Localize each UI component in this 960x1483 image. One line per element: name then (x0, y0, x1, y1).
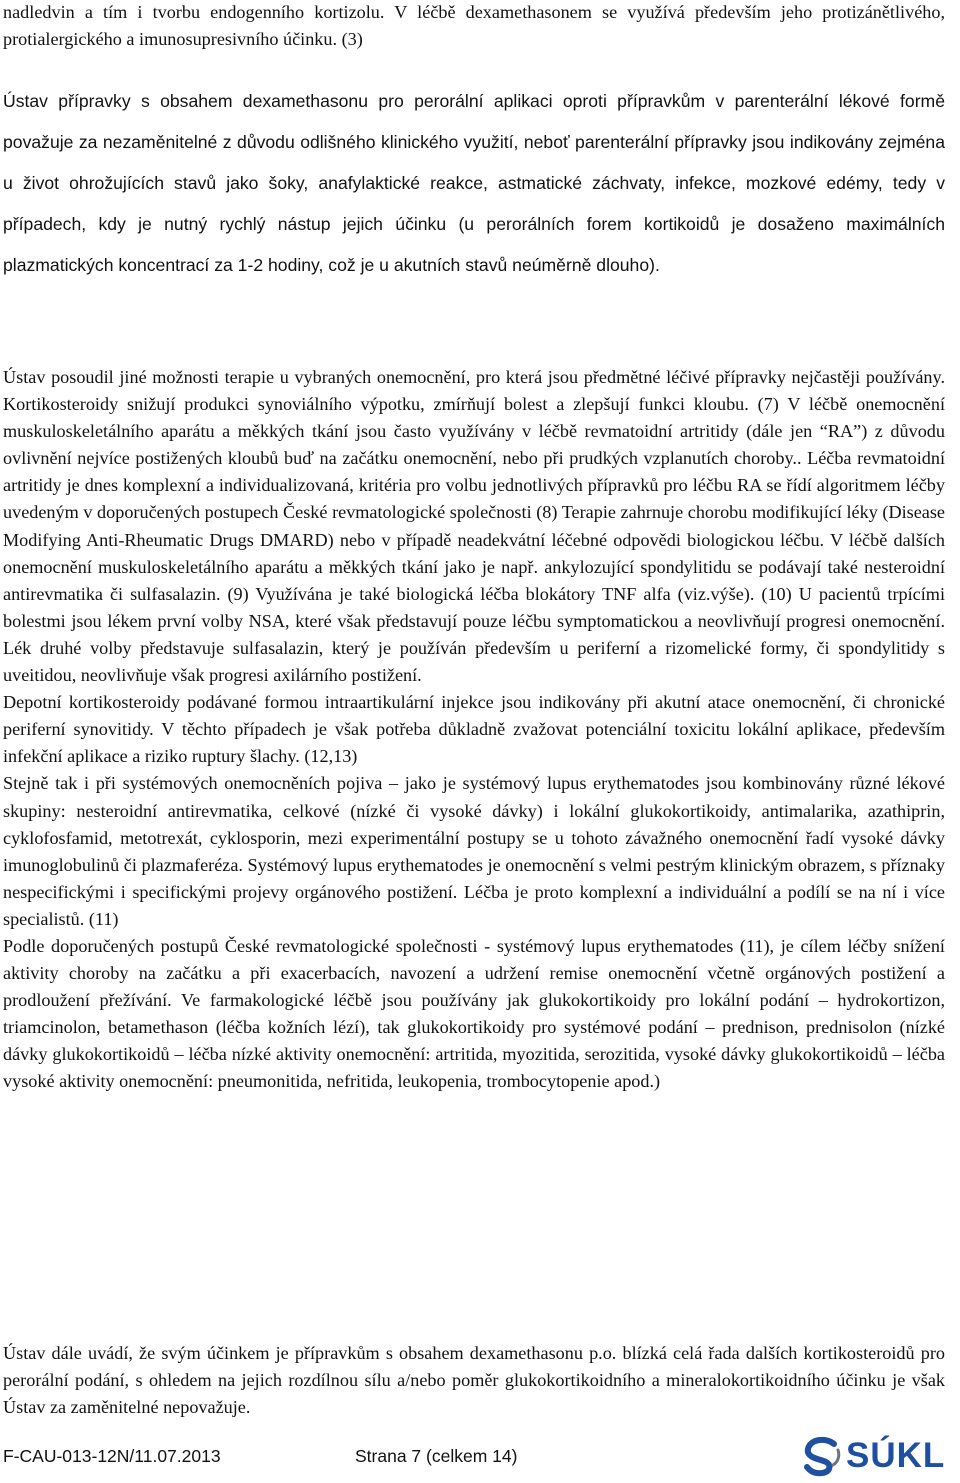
paragraph-alternative-therapies: Ústav posoudil jiné možnosti terapie u vybraných onemocnění, pro která jsou předmětné léčivé přípravky nejčastěji používány. Kortikosteroidy snižují produkci synoviálního výpotku, zmírňují bolest a zlepšují funkci kloubu. (7) V léčbě onemocnění muskuloskeletálního aparátu a měkkých tkání jsou často využívány v léčbě revmatoidní artritidy (dále jen “RA”) z důvodu ovlivnění nejvíce postižených kloubů buď na začátku onemocnění, nebo při prudkých vzplanutích choroby.. Léčba revmatoidní artritidy je dnes komplexní a individualizovaná, kritéria pro volbu jednotlivých přípravků pro léčbu RA se řídí algoritmem léčby uvedeným v doporučených postupech České revmatologické společnosti (8) Terapie zahrnuje chorobu modifikující léky (Disease Modifying Anti-Rheumatic Drugs DMARD) nebo v případě neadekvátní léčebné odpovědi biologickou léčbu. V léčbě dalších onemocnění muskuloskeletálního aparátu a měkkých tkání jako je např. ankylozující spondylitidu se podávají také nesteroidní antirevmatika či sulfasalazin. (9) Využívána je také biologická léčba blokátory TNF alfa (viz.výše). (10) U pacientů trpícími bolestmi jsou lékem první volby NSA, které však představují pouze léčbu symptomatickou a neovlivňují progresi onemocnění. Lék druhé volby představuje sulfasalazin, který je používán především u periferní a rizomelické formy, či spondylitidy s uveitidou, neovlivňuje však progresi axilárního postižení. (3, 367, 945, 686)
document-code: F-CAU-013-12N/11.07.2013 (3, 1446, 221, 1466)
paragraph-intro: nadledvin a tím i tvorbu endogenního kortizolu. V léčbě dexamethasonem se využívá především jeho protizánětlivého, protialergického a imunosupresivního účinku. (3) (3, 2, 945, 50)
page-footer (0, 1436, 960, 1483)
paragraph-conclusion: Ústav dále uvádí, že svým účinkem je přípravkům s obsahem dexamethasonu p.o. blízká celá řada dalších kortikosteroidů pro perorální podání, s ohledem na jejich rozdílnou sílu a/nebo poměr glukokortikoidního a mineralokortikoidního účinku je však Ústav za zaměnitelné nepovažuje. (3, 1343, 945, 1418)
sukl-logo-mark-icon (800, 1436, 846, 1480)
page-number: Strana 7 (celkem 14) (355, 1446, 518, 1466)
paragraph-guidelines-lupus: Podle doporučených postupů České revmatologické společnosti - systémový lupus erythematodes (11), je cílem léčby snížení aktivity choroby na začátku a při exacerbacích, navození a udržení remise onemocnění včetně orgánových postižení a prodloužení přežívání. Ve farmakologické léčbě jsou používány jak glukokortikoidy pro lokální podání – hydrokortizon, triamcinolon, betamethason (léčba kožních lézí), tak glukokortikoidy pro systémové podání – prednison, prednisolon (nízké dávky glukokortikoidů – léčba nízké aktivity onemocnění: artritida, myozitida, serozitida, vysoké dávky glukokortikoidů – léčba vysoké aktivity onemocnění: pneumonitida, nefritida, leukopenia, trombocytopenie apod.) (3, 935, 945, 1092)
sukl-logo-text: SÚKL (846, 1436, 946, 1475)
paragraph-dexamethasone-assessment: Ústav přípravky s obsahem dexamethasonu pro perorální aplikaci oproti přípravkům v parenterální lékové formě považuje za nezaměnitelné z důvodu odlišného klinického využití, neboť parenterální přípravky jsou indikovány zejména u život ohrožujících stavů jako šoky, anafylaktické reakce, astmatické záchvaty, infekce, mozkové edémy, tedy v případech, kdy je nutný rychlý nástup jejich účinku (u perorálních forem kortikoidů je dosaženo maximálních plazmatických koncentrací za 1-2 hodiny, což je u akutních stavů neúměrně dlouho). (3, 91, 945, 275)
assessment-paragraph-block (3, 81, 945, 286)
conclusion-paragraph-block (3, 1340, 945, 1421)
sukl-logo (800, 1434, 960, 1482)
paragraph-systemic-connective-disease: Stejně tak i při systémových onemocněních pojiva – jako je systémový lupus erythematodes jsou kombinovány různé lékové skupiny: nesteroidní antirevmatika, celkové (nízké či vysoké dávky) i lokální glukokortikoidy, antimalarika, azathiprin, cyklofosfamid, metotrexát, cyklosporin, mezi experimentální postupy se u tohoto závažného onemocnění řadí vysoké dávky imunoglobulinů či plazmaferéza. Systémový lupus erythematodes je onemocnění s velmi pestrým klinickým obrazem, s příznaky nespecifickými i specifickými projevy orgánového postižení. Léčba je proto komplexní a individuální a podílí se na ní i více specialistů. (11) (3, 773, 945, 929)
intro-paragraph-block (3, 0, 945, 53)
therapy-paragraphs-block (3, 364, 945, 1096)
paragraph-depot-corticosteroids: Depotní kortikosteroidy podávané formou intraartikulární injekce jsou indikovány při akutní atace onemocnění, či chronické periferní synovitidy. V těchto případech je však potřeba důkladně zvažovat potenciální toxicitu lokální aplikace, především infekční aplikace a riziko ruptury šlachy. (12,13) (3, 692, 945, 767)
